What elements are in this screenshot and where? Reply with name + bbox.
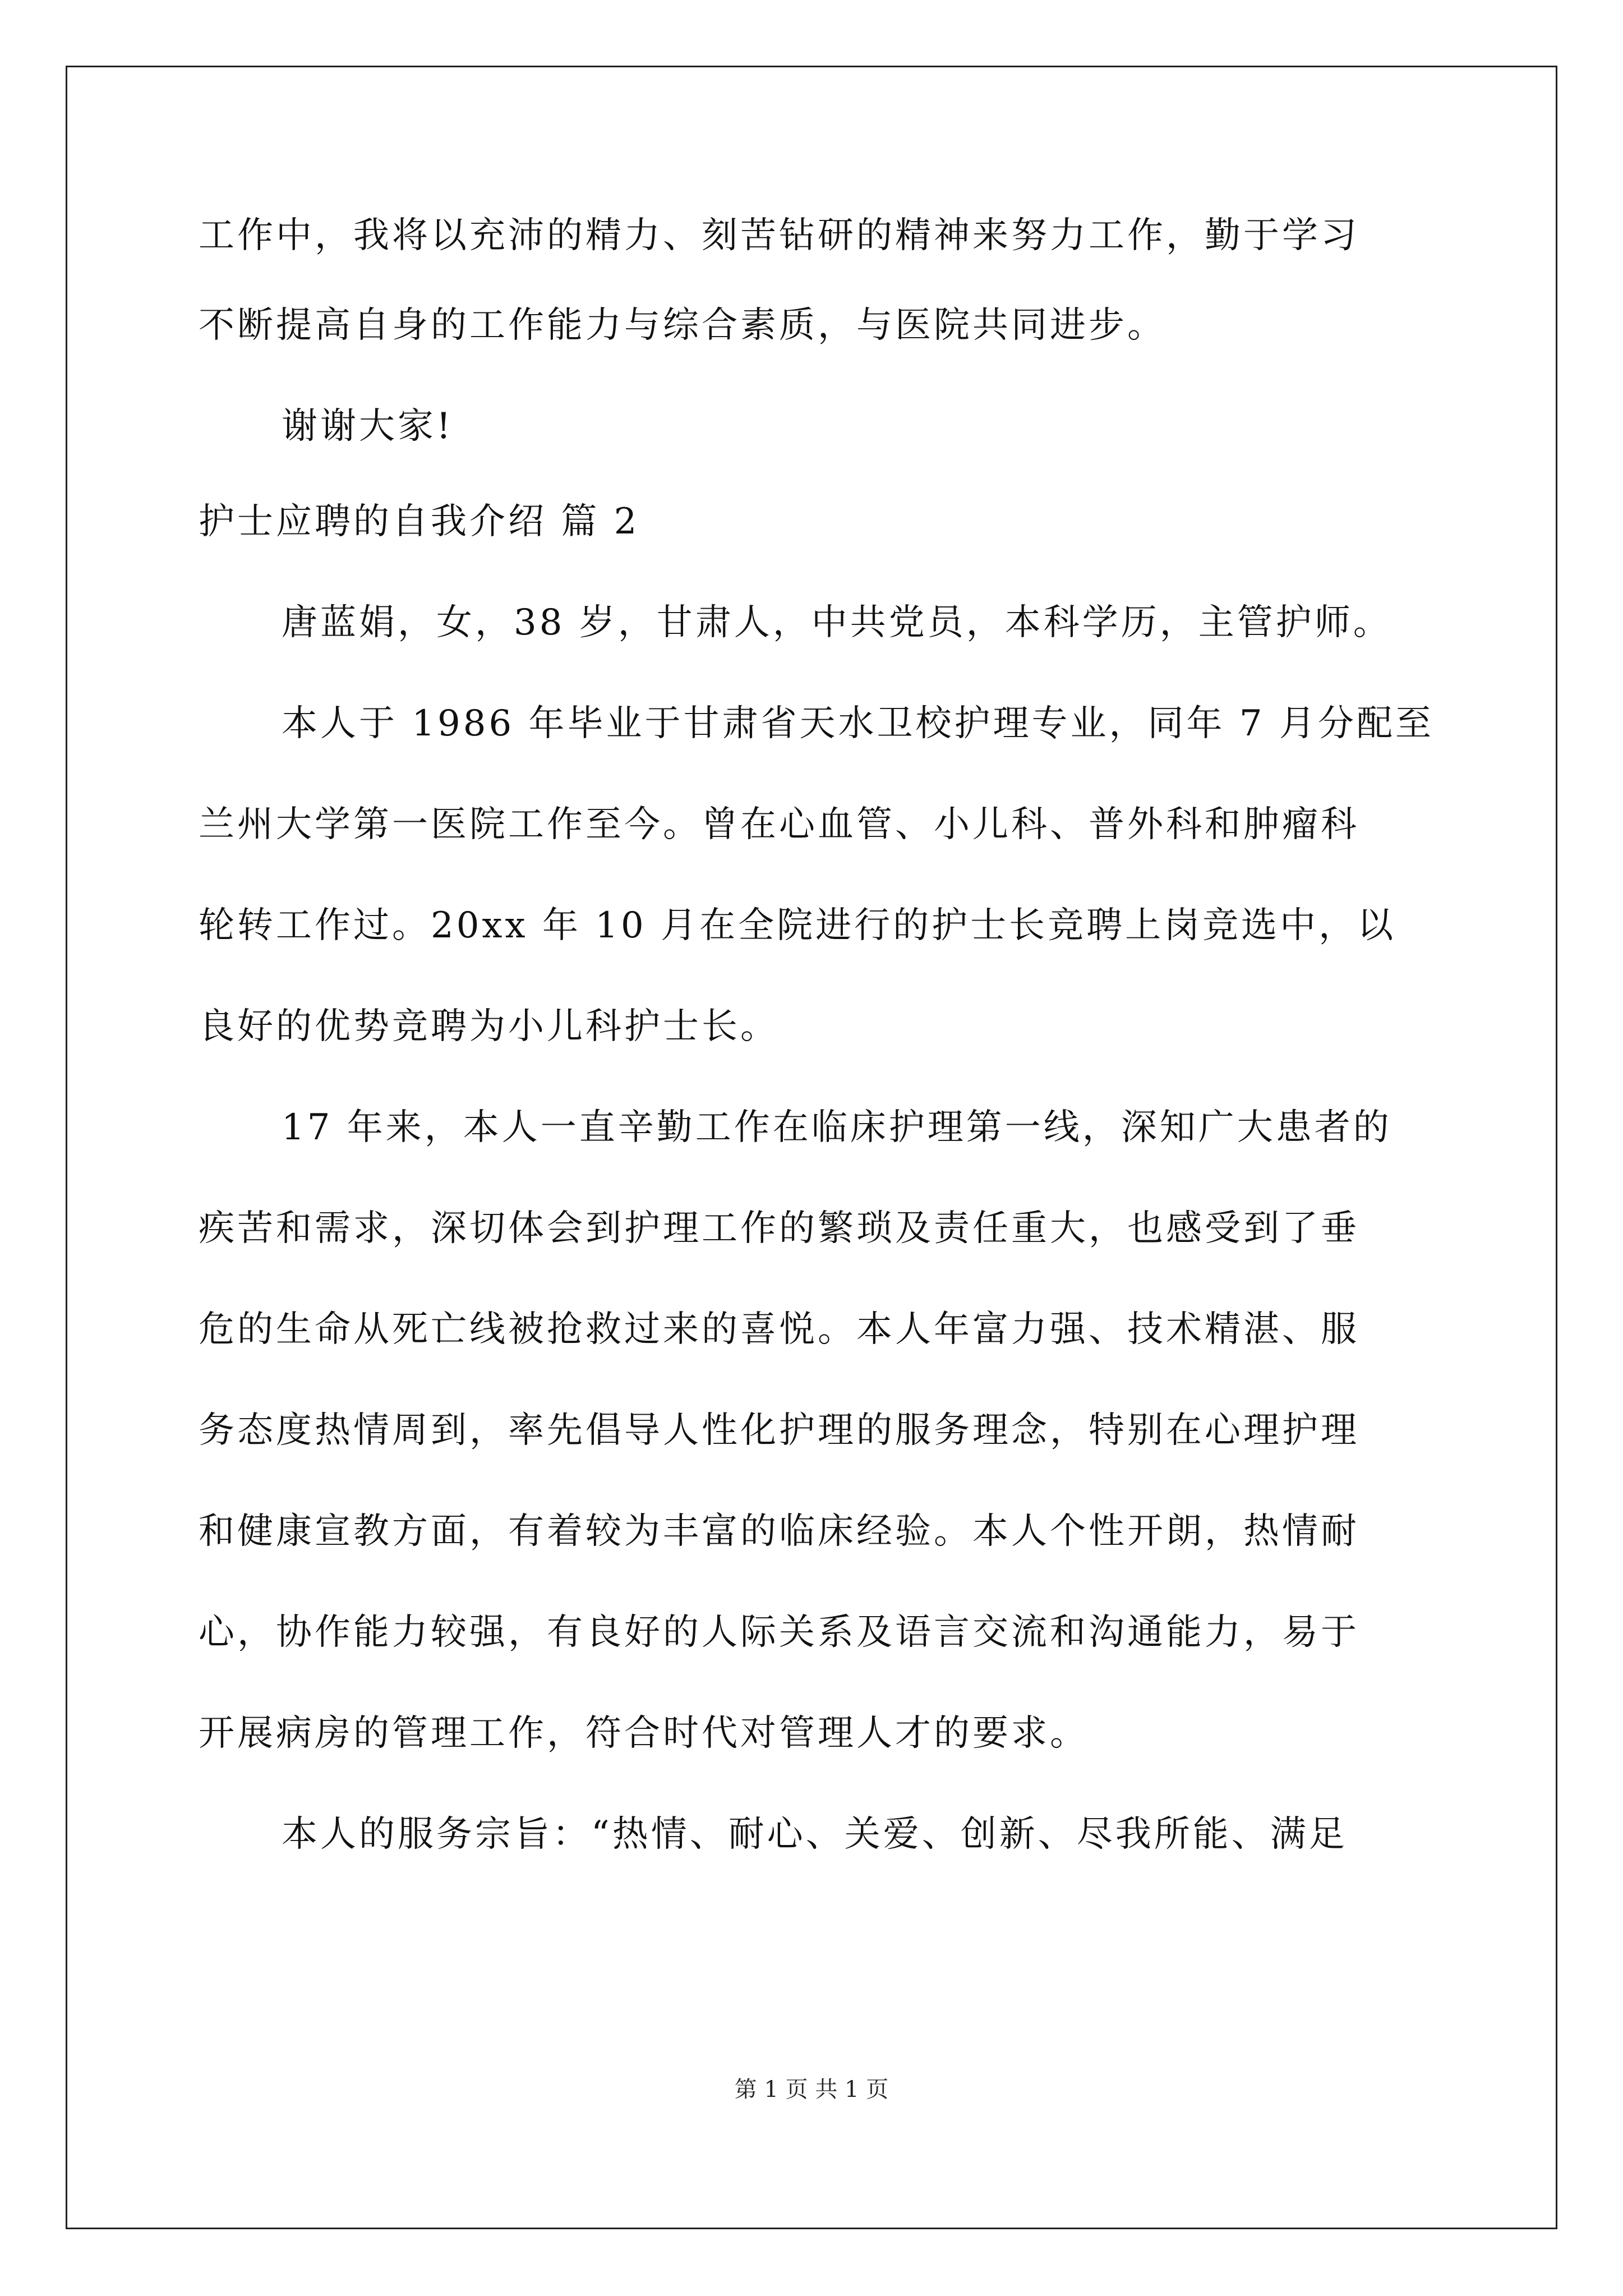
page-footer: 第 1 页 共 1 页 <box>734 2077 889 2102</box>
paragraph-line: 开展病房的管理工作，符合时代对管理人才的要求。 <box>199 1713 1089 1754</box>
paragraph-line: 谢谢大家! <box>282 406 454 447</box>
paragraph-line: 良好的优势竞聘为小儿科护士长。 <box>199 1006 779 1047</box>
paragraph-line: 危的生命从死亡线被抢救过来的喜悦。本人年富力强、技术精湛、服 <box>199 1309 1359 1350</box>
section-heading: 护士应聘的自我介绍 篇 2 <box>199 501 640 542</box>
paragraph-line: 心，协作能力较强，有良好的人际关系及语言交流和沟通能力，易于 <box>199 1612 1359 1653</box>
paragraph-line: 唐蓝娟，女，38 岁，甘肃人，中共党员，本科学历，主管护师。 <box>282 602 1392 643</box>
paragraph-line: 本人于 1986 年毕业于甘肃省天水卫校护理专业，同年 7 月分配至 <box>282 703 1434 744</box>
paragraph-line: 本人的服务宗旨：“热情、耐心、关爱、创新、尽我所能、满足 <box>282 1814 1348 1855</box>
paragraph-line: 和健康宣教方面，有着较为丰富的临床经验。本人个性开朗，热情耐 <box>199 1511 1359 1552</box>
paragraph-line: 17 年来，本人一直辛勤工作在临床护理第一线，深知广大患者的 <box>282 1107 1392 1148</box>
paragraph-line: 工作中，我将以充沛的精力、刻苦钻研的精神来努力工作，勤于学习 <box>199 215 1359 256</box>
paragraph-line: 兰州大学第一医院工作至今。曾在心血管、小儿科、普外科和肿瘤科 <box>199 804 1359 845</box>
paragraph-line: 不断提高自身的工作能力与综合素质，与医院共同进步。 <box>199 305 1166 346</box>
paragraph-line: 轮转工作过。20xx 年 10 月在全院进行的护士长竞聘上岗竞选中，以 <box>199 905 1396 946</box>
paragraph-line: 务态度热情周到，率先倡导人性化护理的服务理念，特别在心理护理 <box>199 1410 1359 1451</box>
paragraph-line: 疾苦和需求，深切体会到护理工作的繁琐及责任重大，也感受到了垂 <box>199 1208 1359 1249</box>
